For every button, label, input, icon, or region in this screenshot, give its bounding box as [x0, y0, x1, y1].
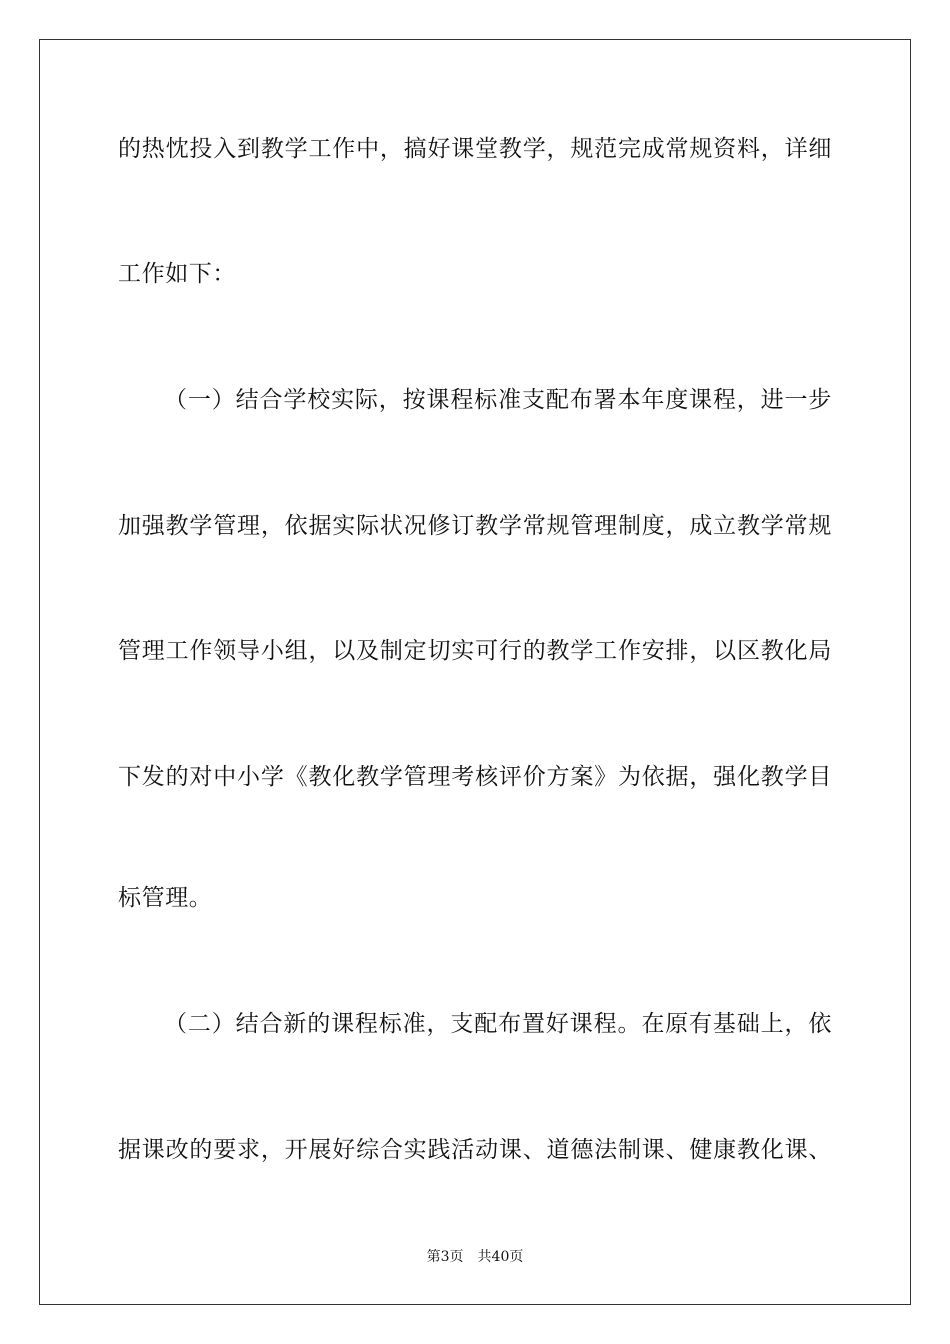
text-line-5: 管理工作领导小组，以及制定切实可行的教学工作安排，以区教化局	[118, 638, 832, 664]
page-border	[39, 39, 911, 1305]
text-line-2: 工作如下：	[118, 261, 236, 287]
text-line-3: （一）结合学校实际，按课程标准支配布署本年度课程，进一步	[164, 387, 832, 413]
page-number-footer: 第3页 共40页	[426, 1249, 524, 1265]
text-line-1: 的热忱投入到教学工作中，搞好课堂教学，规范完成常规资料，详细	[118, 136, 832, 162]
text-line-8: （二）结合新的课程标准，支配布置好课程。在原有基础上，依	[164, 1011, 832, 1037]
text-line-4: 加强教学管理，依据实际状况修订教学常规管理制度，成立教学常规	[118, 513, 832, 539]
text-line-6: 下发的对中小学《教化教学管理考核评价方案》为依据，强化教学目	[118, 764, 832, 790]
text-line-9: 据课改的要求，开展好综合实践活动课、道德法制课、健康教化课、	[118, 1137, 832, 1163]
text-line-7: 标管理。	[118, 885, 213, 911]
